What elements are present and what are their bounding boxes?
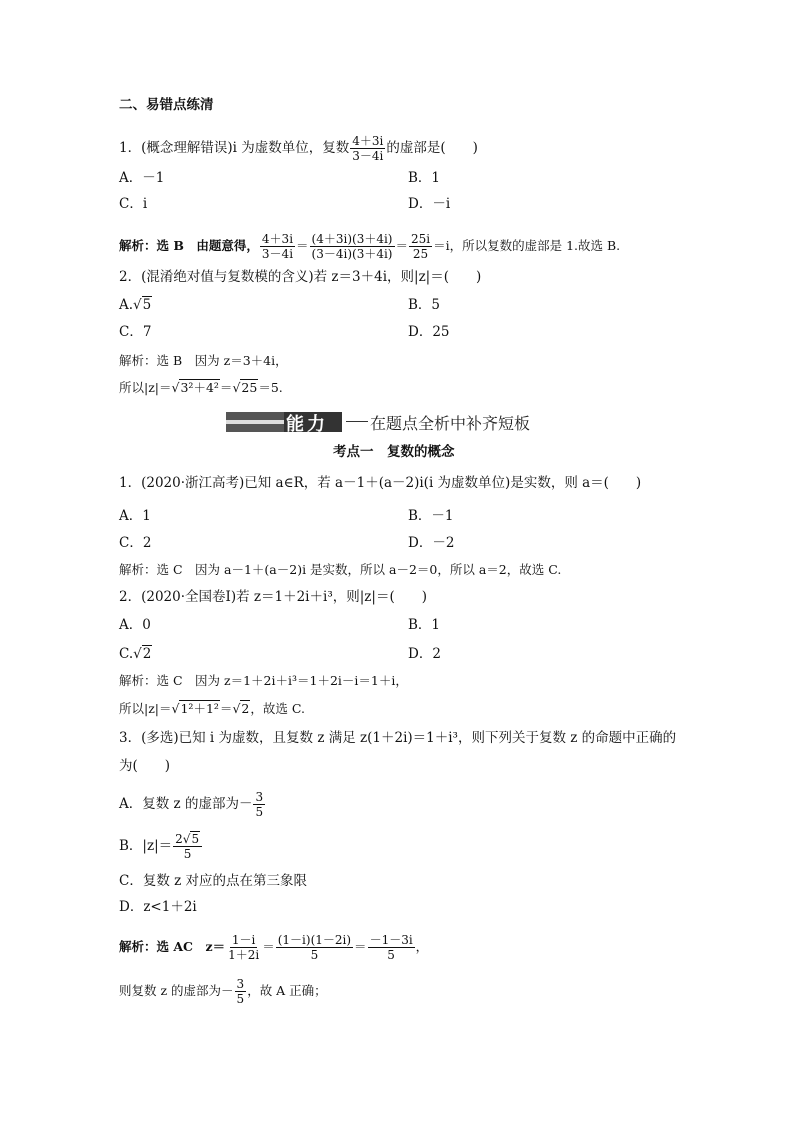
q2-solution-1: 解析：选 B 因为 z＝3＋4i， (119, 353, 288, 368)
topic-title: 考点一 复数的概念 (333, 444, 455, 460)
p3-solution-end: ， (415, 939, 429, 954)
p3-s1-den: 1＋2i (228, 948, 260, 962)
p3-option-b (119, 832, 203, 861)
p3-sol2-post: ，故 A 正确； (247, 983, 327, 998)
q1-sol-frac-2 (310, 232, 395, 261)
q1-fraction (350, 134, 385, 163)
q2-opt-a-label: A. (119, 297, 134, 313)
q2-sol2-mid: ＝ (219, 380, 233, 395)
p3-s3-num: －1－3i (369, 933, 413, 947)
p2-sol2-rad2: 2 (241, 701, 250, 716)
p1-option-a: A．1 (119, 508, 151, 524)
p1-solution: 解析：选 C 因为 a－1＋(a－2)i 是实数，所以 a－2＝0，所以 a＝2，故选 C. (119, 562, 562, 577)
p3-opt-b-rad: 5 (191, 832, 200, 846)
q2-sol2-rad1: 3²＋4² (180, 380, 219, 395)
q1-f3-num: 25i (411, 232, 431, 246)
banner-dash (346, 421, 368, 422)
q2-option-a (119, 296, 152, 314)
p1-option-b: B．－1 (408, 508, 454, 524)
q1-option-c: C．i (119, 196, 148, 212)
q1-solution-label: 解析：选 B 由题意得， (119, 238, 259, 253)
q1-option-d: D．－i (408, 196, 451, 212)
p3-sol-frac-3 (368, 933, 415, 962)
p3-sol-frac-1 (226, 933, 261, 962)
p3-s2-num: (1－i)(1－2i) (277, 933, 352, 947)
p3-option-a (119, 790, 266, 819)
p3-opt-b-frac (173, 832, 202, 861)
p3-option-d: D．z<1＋2i (119, 899, 197, 915)
p3-stem-1: 3．(多选)已知 i 为虚数，且复数 z 满足 z(1＋2i)＝1＋i³，则下列关于复数 z 的命题中正确的 (119, 730, 677, 746)
sqrt-sign: √3²＋4² (171, 380, 219, 395)
p3-sol-frac-2 (276, 933, 353, 962)
q1-f2-den: (3－4i)(3＋4i) (311, 247, 393, 261)
sqrt-sign: √25 (232, 380, 258, 395)
p2-solution-2 (119, 700, 305, 718)
p3-s3-den: 5 (387, 948, 395, 962)
q2-sol2-pre: 所以|z|＝ (119, 380, 172, 395)
banner-word: 能力 (286, 414, 328, 435)
q1-f1-den: 3－4i (261, 247, 294, 261)
q1-frac-den: 3－4i (352, 149, 384, 163)
p3-stem-2: 为( ) (119, 758, 171, 774)
sqrt-sign: √2 (232, 701, 250, 716)
q2-option-d: D．25 (408, 324, 450, 340)
p2-option-c (119, 645, 152, 663)
banner-stripe (226, 420, 284, 424)
q2-sol2-rad2: 25 (241, 380, 258, 395)
p1-stem: 1．(2020·浙江高考)已知 a∈R，若 a－1＋(a－2)i(i 为虚数单位)是实数，则 a＝( ) (119, 475, 642, 491)
p3-sol2-den: 5 (236, 992, 245, 1006)
q1-f3-den: 25 (412, 247, 429, 261)
q1-stem-end: 的虚部是( ) (386, 140, 478, 156)
q1-option-a: A．－1 (119, 170, 165, 186)
p2-option-d: D．2 (408, 646, 441, 662)
section-banner (226, 408, 566, 436)
q1-stem (119, 134, 478, 163)
banner-subtitle: 在题点全析中补齐短板 (370, 414, 531, 433)
p3-s1-num: 1－i (231, 933, 256, 947)
sqrt-sign: √1²＋1² (171, 701, 219, 716)
p3-sol2-frac (235, 977, 247, 1006)
p2-stem: 2．(2020·全国卷Ⅰ)若 z＝1＋2i＋i³，则|z|＝( ) (119, 589, 427, 605)
p3-opt-b-den: 5 (183, 847, 192, 861)
q1-sol-frac-1 (260, 232, 295, 261)
p2-opt-c-label: C. (119, 646, 134, 662)
section-title: 二、易错点练清 (119, 97, 214, 113)
sqrt-sign: √2 (133, 646, 152, 662)
p3-sol2-pre: 则复数 z 的虚部为－ (119, 983, 234, 998)
q1-option-b: B．1 (408, 170, 441, 186)
p3-opt-a-num: 3 (255, 790, 264, 804)
q2-solution-2 (119, 379, 283, 397)
q1-f1-num: 4＋3i (261, 232, 294, 246)
q1-sol-frac-3 (409, 232, 432, 261)
p1-option-d: D．－2 (408, 535, 455, 551)
q1-solution: 解析：选 B 由题意得， $\frac{4+3i}{3-4i}$ ＝ $\frac{(4+3i)(3+4i)}{(3-4i)(3+4i)}$ ＝ $\frac{25i}{25}$ ＝i，所以复数的虚部是 1.故选 B. (119, 232, 621, 261)
q2-stem: 2．(混淆绝对值与复数模的含义)若 z＝3＋4i，则|z|＝( ) (119, 269, 482, 285)
q2-option-b: B．5 (408, 297, 441, 313)
p2-sol2-post: ，故选 C. (250, 701, 305, 716)
p2-sol2-mid: ＝ (219, 701, 233, 716)
q2-opt-a-rad: 5 (142, 297, 152, 313)
p2-opt-c-rad: 2 (142, 646, 152, 662)
p3-opt-a-frac (253, 790, 265, 819)
q2-sol2-post: ＝5. (258, 380, 283, 395)
sqrt-sign: √5 (133, 297, 152, 313)
p2-option-a: A．0 (119, 617, 151, 633)
p3-opt-b-coef: 2 (175, 832, 183, 846)
p3-opt-b-num (173, 832, 202, 847)
p3-s2-den: 5 (310, 948, 319, 962)
p1-option-c: C．2 (119, 535, 152, 551)
p2-sol2-rad1: 1²＋1² (180, 701, 219, 716)
p3-opt-a-den: 5 (255, 805, 264, 819)
q1-frac-num: 4＋3i (352, 134, 384, 148)
q2-option-c: C．7 (119, 324, 152, 340)
p2-sol2-pre: 所以|z|＝ (119, 701, 172, 716)
p3-solution-1: 解析：选 AC z＝ $\frac{1-i}{1+2i}$ ＝ $\frac{(1-i)(1-2i)}{5}$ ＝ $\frac{-1-3i}{5}$ ， (119, 933, 429, 962)
p3-option-c: C．复数 z 对应的点在第三象限 (119, 873, 308, 889)
sqrt-sign: √5 (182, 832, 200, 846)
q1-solution-end: ＝i，所以复数的虚部是 1.故选 B. (433, 238, 621, 253)
p2-option-b: B．1 (408, 617, 441, 633)
q1-f2-num: (4＋3i)(3＋4i) (311, 232, 393, 246)
p3-opt-b-text: B．|z|＝ (119, 838, 173, 854)
q1-stem-text: 1．(概念理解错误)i 为虚数单位，复数 (119, 140, 350, 156)
p2-solution-1: 解析：选 C 因为 z＝1＋2i＋i³＝1＋2i－i＝1＋i， (119, 673, 408, 688)
p3-solution-label: 解析：选 AC z＝ (119, 939, 226, 954)
p3-solution-2 (119, 977, 327, 1006)
p3-sol2-num: 3 (236, 977, 245, 991)
p3-opt-a-text: A．复数 z 的虚部为－ (119, 796, 253, 812)
